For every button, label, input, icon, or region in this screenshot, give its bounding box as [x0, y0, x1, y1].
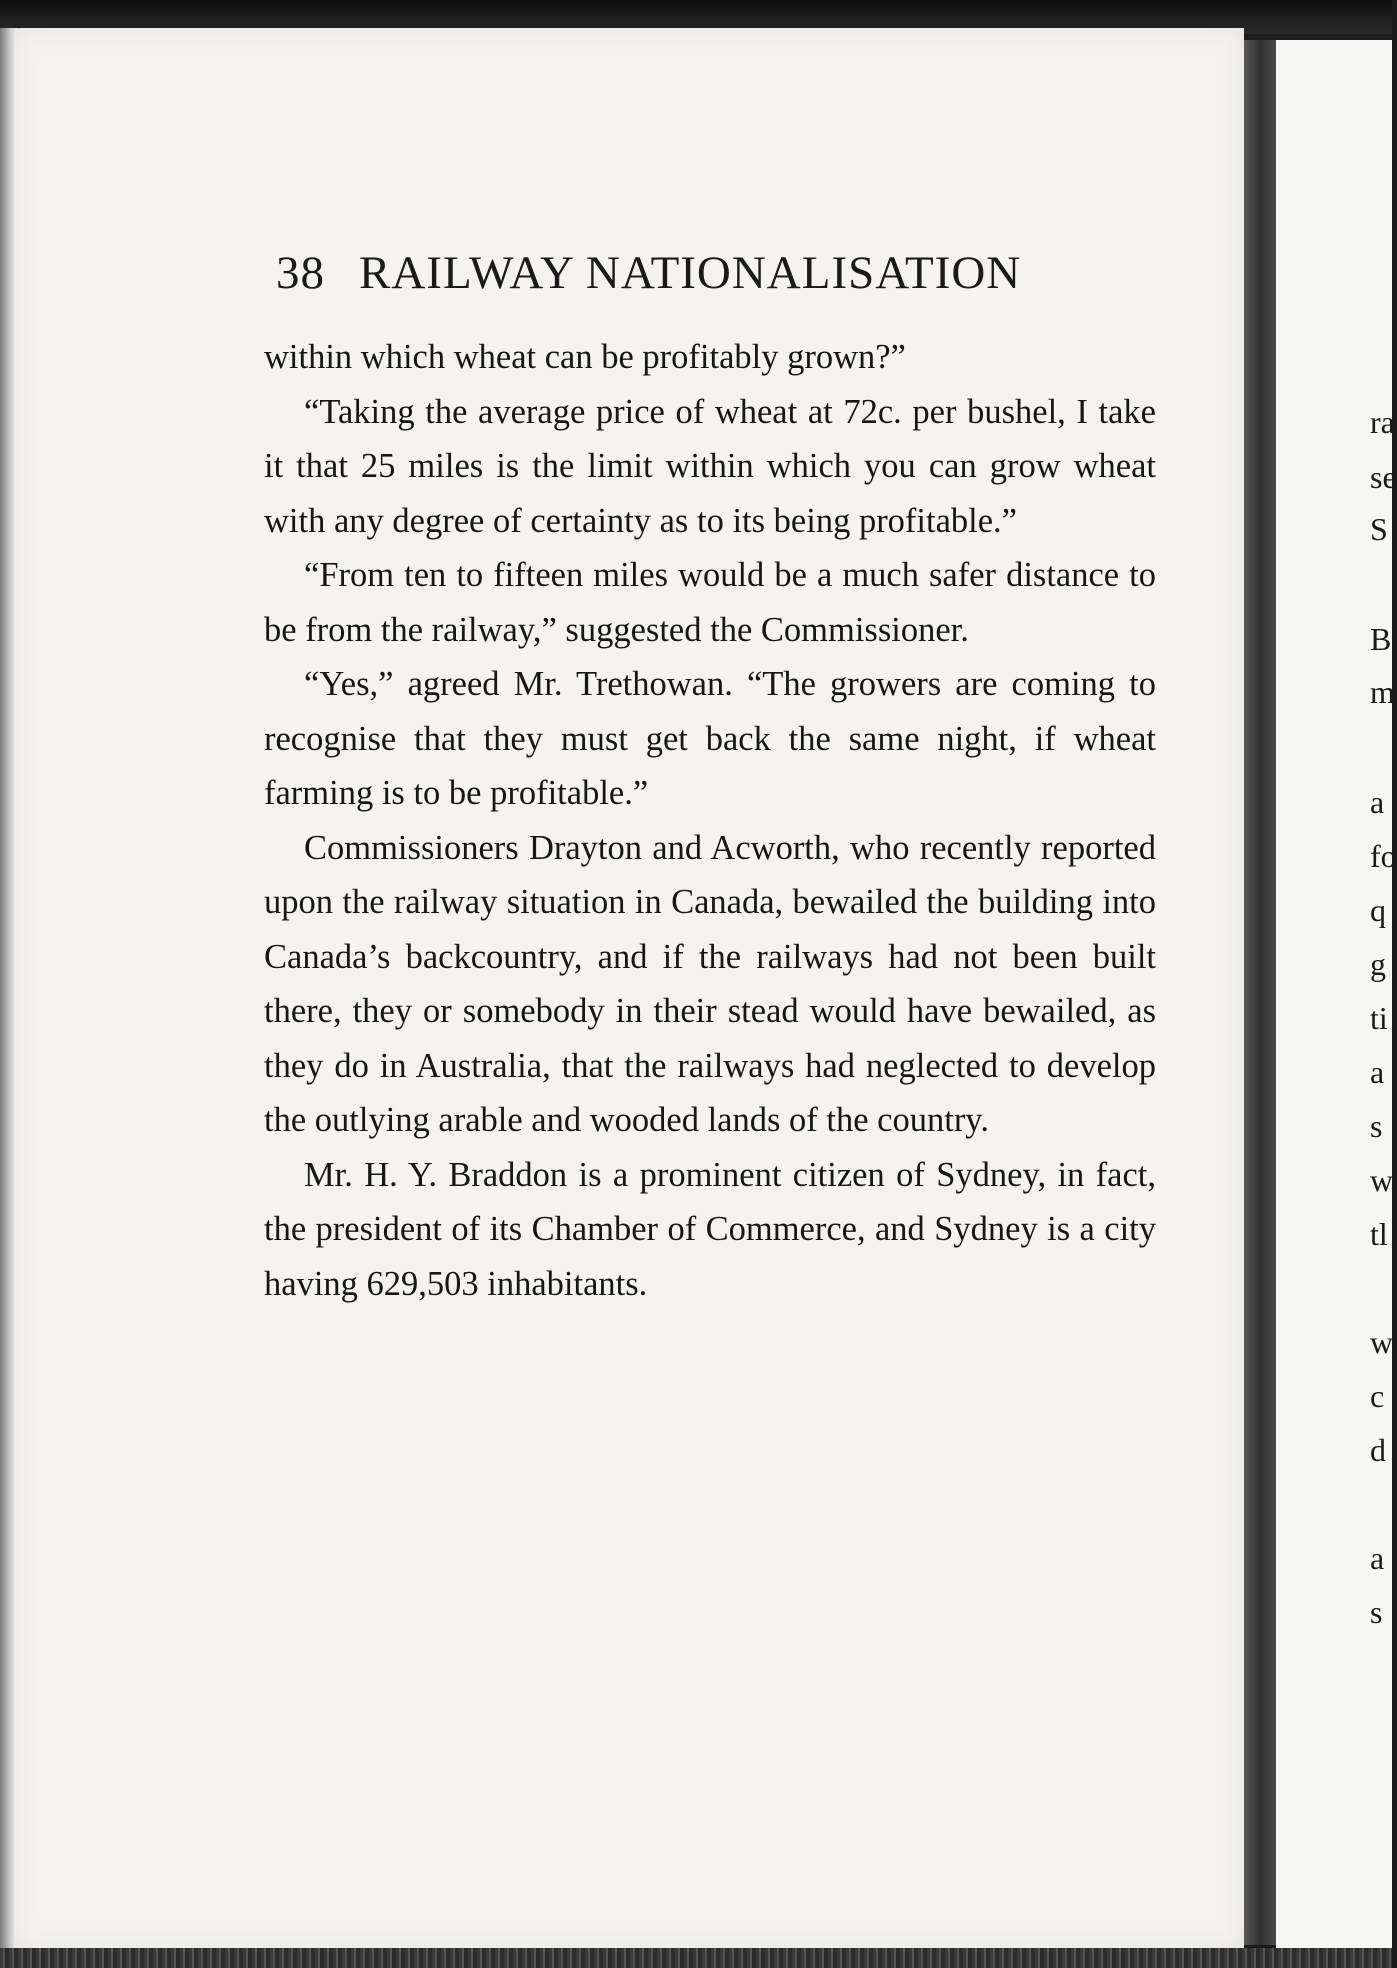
paragraph: within which wheat can be profitably grown?”: [264, 338, 906, 376]
facing-page-fragment: B: [1370, 621, 1392, 657]
facing-page-fragment: d: [1370, 1432, 1386, 1468]
facing-page-fragment: m: [1370, 674, 1395, 710]
facing-page-fragment: fo: [1370, 838, 1397, 874]
facing-page-fragment: w: [1370, 1162, 1394, 1198]
facing-page-fragment: ti: [1370, 1000, 1388, 1036]
scanner-bottom-edge: [0, 1948, 1392, 1968]
facing-page-fragment: S: [1370, 511, 1388, 547]
facing-page-fragment: q: [1370, 892, 1386, 928]
facing-page-fragment: w: [1370, 1324, 1394, 1360]
facing-page-fragment: g: [1370, 946, 1386, 982]
facing-page-fragment: c: [1370, 1378, 1385, 1414]
facing-page-fragment: a: [1370, 784, 1385, 820]
paragraph: Commissioners Drayton and Acworth, who recently reported upon the railway situation in Canada, bewailed the building into Canada’s backcountry, and if the railways had not been built there, they or somebody in their stead would have bewailed, as they do in Australia, that the railways had neglected to develop the outlying arable and wooded lands of the country.: [264, 828, 1156, 1139]
paragraph: Mr. H. Y. Braddon is a prominent citizen of Sydney, in fact, the president of its Chamber of Commerce, and Sydney is a city having 629,503 inhabitants.: [264, 1155, 1156, 1303]
paragraph: “Taking the average price of wheat at 72c. per bushel, I take it that 25 miles is the limit within which you can grow wheat with any degree of certainty as to its being profitable.”: [264, 392, 1156, 540]
page-number: 38: [276, 247, 325, 299]
book-gutter: [1244, 40, 1276, 1945]
facing-page-fragment: s: [1370, 1594, 1383, 1630]
facing-page-fragment: ra: [1370, 404, 1395, 440]
facing-page-fragment: se: [1370, 459, 1397, 495]
paragraph: “From ten to fifteen miles would be a much safer distance to be from the railway,” suggested the Commissioner.: [264, 556, 1156, 649]
running-header: [276, 246, 1146, 300]
facing-page-fragment: tl: [1370, 1216, 1388, 1252]
paragraph: “Yes,” agreed Mr. Trethowan. “The growers are coming to recognise that they must get back the same night, if wheat farming is to be profitable.”: [264, 665, 1156, 812]
facing-page-fragment: a: [1370, 1054, 1385, 1090]
right-page: [1276, 40, 1397, 1948]
running-title: RAILWAY NATIONALISATION: [359, 247, 1022, 299]
facing-page-fragment: a: [1370, 1540, 1385, 1576]
body-text: [264, 330, 1156, 1311]
facing-page-fragment: s: [1370, 1108, 1383, 1144]
